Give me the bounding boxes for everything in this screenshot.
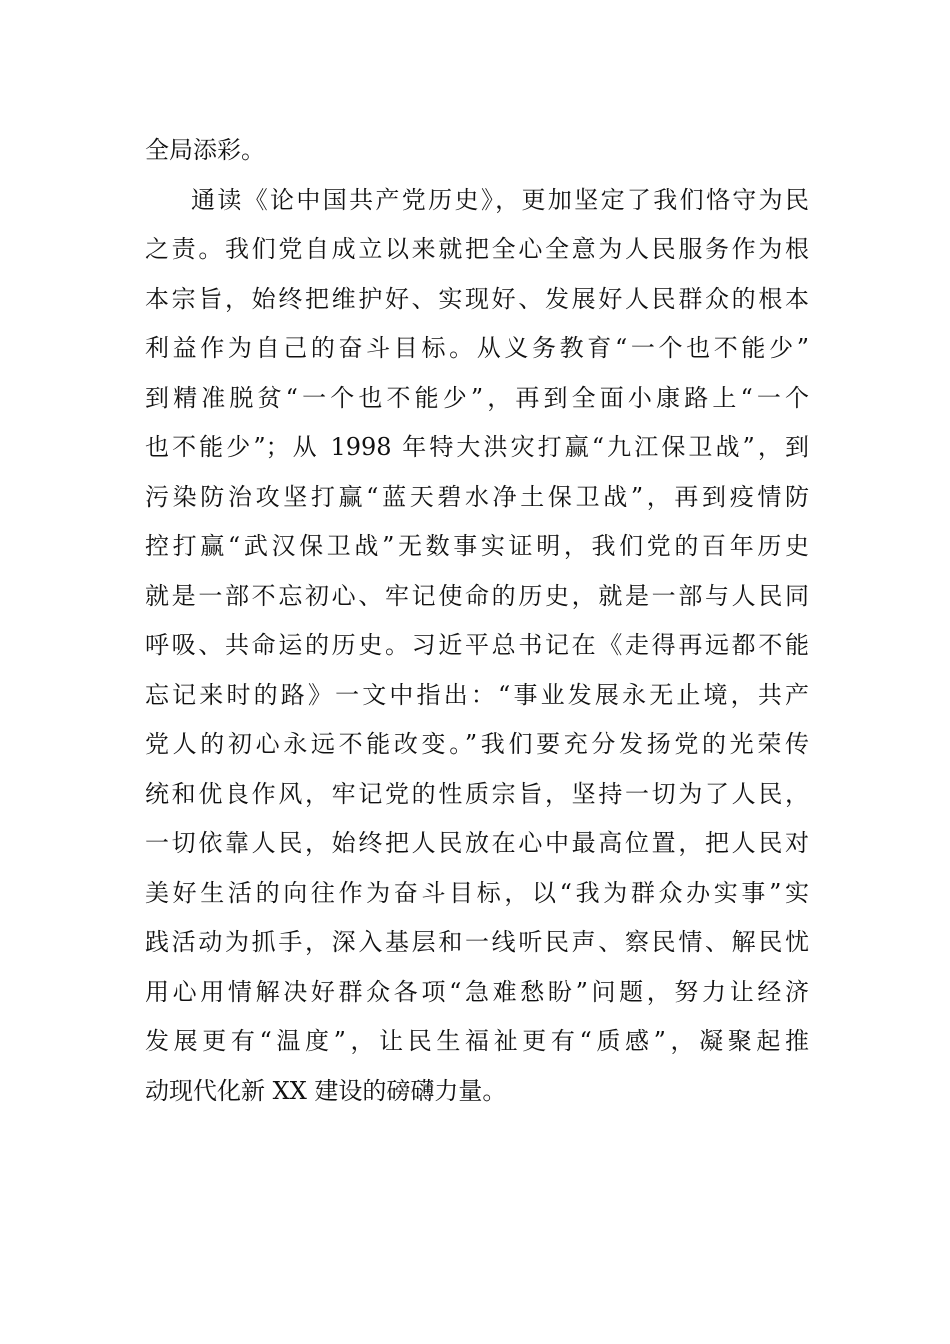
text-line: 通读《论中国共产党历史》，更加坚定了我们恪守为民 bbox=[191, 185, 809, 214]
text-line: 党人的初心永远不能改变。”我们要充分发扬党的光荣传 bbox=[145, 730, 809, 758]
text-line: 用心用情解决好群众各项“急难愁盼”问题，努力让经济 bbox=[145, 977, 809, 1006]
text-line: 一切依靠人民，始终把人民放在心中最高位置，把人民对 bbox=[145, 829, 809, 857]
text-line: 就是一部不忘初心、牢记使命的历史，就是一部与人民同 bbox=[145, 581, 809, 610]
text-line: 控打赢“武汉保卫战”无数事实证明，我们党的百年历史 bbox=[145, 532, 809, 560]
text-line: 本宗旨，始终把维护好、实现好、发展好人民群众的根本 bbox=[145, 284, 809, 313]
body-text bbox=[145, 126, 809, 1116]
text-line: 发展更有“温度”，让民生福祉更有“质感”，凝聚起推 bbox=[145, 1027, 809, 1055]
text-line: 全局添彩。 bbox=[145, 136, 265, 164]
text-line: 忘记来时的路》一文中指出：“事业发展永无止境，共产 bbox=[145, 680, 809, 709]
text-line: 践活动为抓手，深入基层和一线听民声、察民情、解民忧 bbox=[145, 928, 809, 956]
text-line: 到精准脱贫“一个也不能少”，再到全面小康路上“一个 bbox=[145, 383, 809, 412]
text-line: 统和优良作风，牢记党的性质宗旨，坚持一切为了人民， bbox=[145, 779, 809, 808]
text-line: 美好生活的向往作为奋斗目标，以“我为群众办实事”实 bbox=[145, 878, 809, 907]
text-line: 也不能少”；从 1998 年特大洪灾打赢“九江保卫战”，到 bbox=[145, 433, 809, 461]
text-line: 之责。我们党自成立以来就把全心全意为人民服务作为根 bbox=[145, 235, 809, 263]
text-line: 污染防治攻坚打赢“蓝天碧水净土保卫战”，再到疫情防 bbox=[145, 482, 809, 511]
text-line: 动现代化新 XX 建设的磅礴力量。 bbox=[145, 1076, 507, 1105]
text-line: 呼吸、共命运的历史。习近平总书记在《走得再远都不能 bbox=[145, 631, 809, 659]
text-line: 利益作为自己的奋斗目标。从义务教育“一个也不能少” bbox=[145, 334, 809, 362]
